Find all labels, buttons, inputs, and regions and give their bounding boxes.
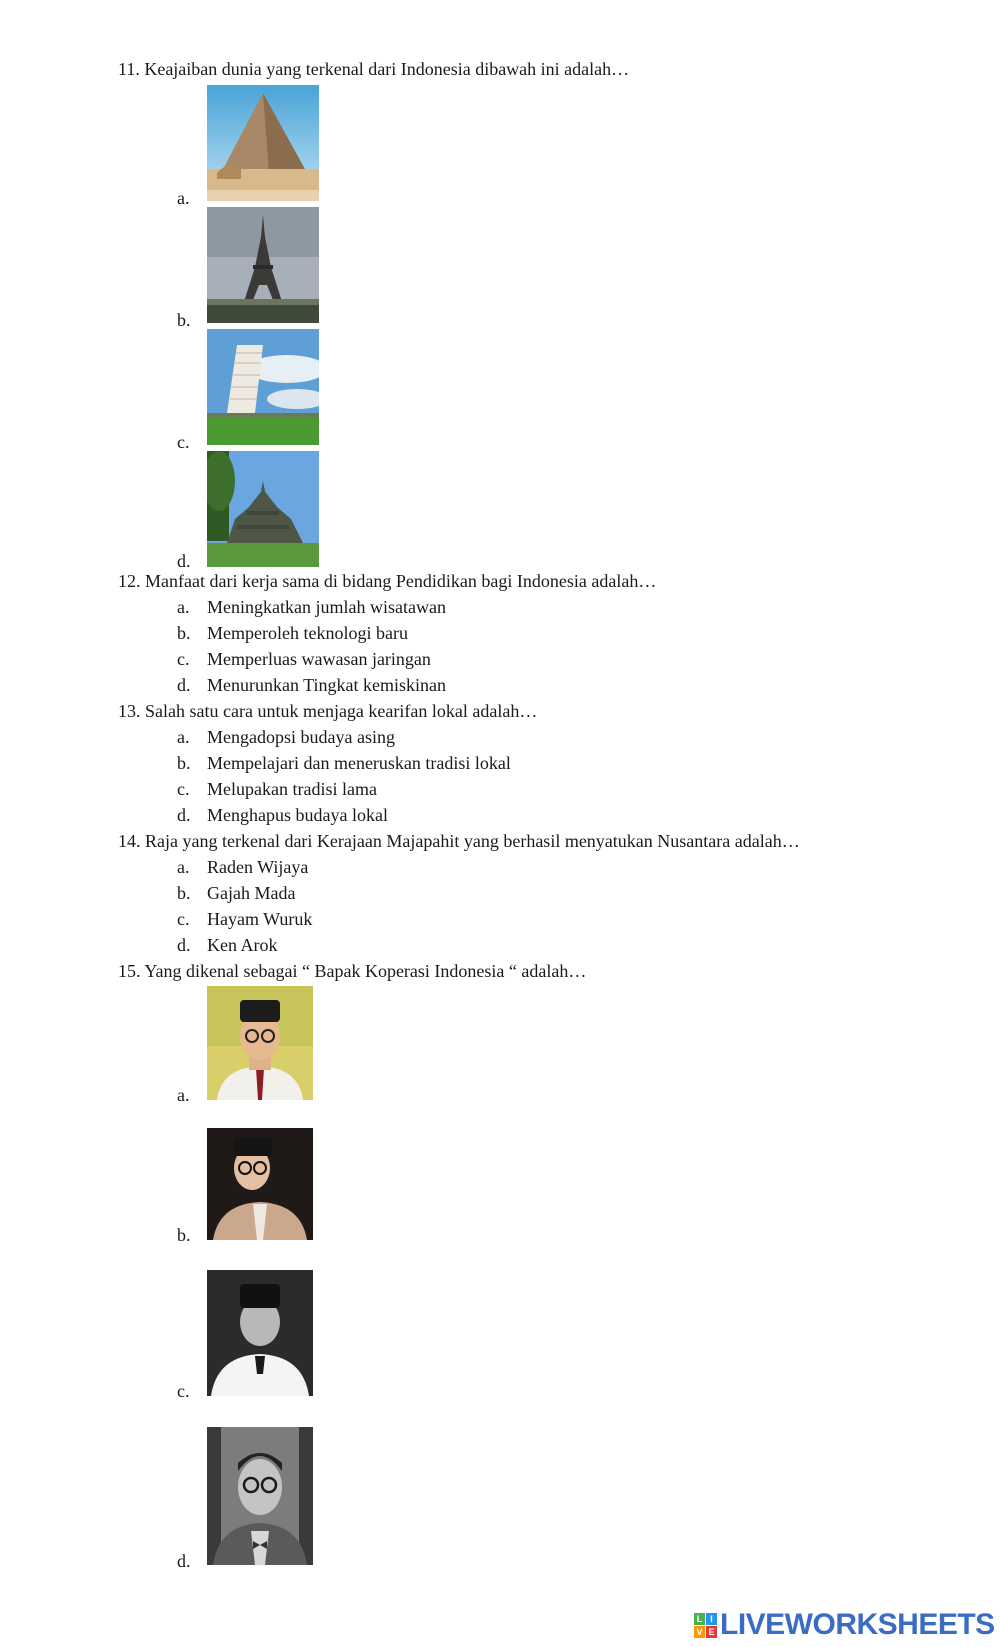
option-14c-letter: c. — [177, 909, 190, 929]
option-15d-portrait-image[interactable] — [207, 1427, 313, 1565]
option-14c-text[interactable]: Hayam Wuruk — [207, 909, 313, 929]
option-12d-letter: d. — [177, 675, 191, 695]
question-13-text: 13. Salah satu cara untuk menjaga kearifan lokal adalah… — [118, 701, 538, 721]
option-12a-text[interactable]: Meningkatkan jumlah wisatawan — [207, 597, 446, 617]
logo-letter-v: V — [694, 1626, 705, 1638]
option-11b-letter: b. — [177, 310, 191, 330]
option-13a-letter: a. — [177, 727, 190, 747]
option-15a-portrait-image[interactable] — [207, 986, 313, 1100]
option-14d-text[interactable]: Ken Arok — [207, 935, 278, 955]
option-15c-portrait-image[interactable] — [207, 1270, 313, 1396]
option-14b-text[interactable]: Gajah Mada — [207, 883, 296, 903]
option-14a-letter: a. — [177, 857, 190, 877]
option-13c-letter: c. — [177, 779, 190, 799]
option-11c-letter: c. — [177, 432, 190, 452]
question-14-text: 14. Raja yang terkenal dari Kerajaan Majapahit yang berhasil menyatukan Nusantara adalah… — [118, 831, 800, 851]
question-11-text: 11. Keajaiban dunia yang terkenal dari Indonesia dibawah ini adalah… — [118, 59, 630, 79]
logo-letter-i: I — [706, 1613, 717, 1625]
option-11d-borobudur-image[interactable] — [207, 451, 319, 567]
option-13b-text[interactable]: Mempelajari dan meneruskan tradisi lokal — [207, 753, 511, 773]
liveworksheets-logo[interactable] — [694, 1608, 995, 1642]
question-12-text: 12. Manfaat dari kerja sama di bidang Pendidikan bagi Indonesia adalah… — [118, 571, 657, 591]
option-13c-text[interactable]: Melupakan tradisi lama — [207, 779, 377, 799]
option-15a-letter: a. — [177, 1085, 190, 1105]
option-12c-text[interactable]: Memperluas wawasan jaringan — [207, 649, 431, 669]
option-13b-letter: b. — [177, 753, 191, 773]
question-15-text: 15. Yang dikenal sebagai “ Bapak Koperasi Indonesia “ adalah… — [118, 961, 587, 981]
option-15c-letter: c. — [177, 1381, 190, 1401]
option-12b-letter: b. — [177, 623, 191, 643]
logo-letter-l: L — [694, 1613, 705, 1625]
option-14b-letter: b. — [177, 883, 191, 903]
option-13a-text[interactable]: Mengadopsi budaya asing — [207, 727, 395, 747]
liveworksheets-logo-icon — [694, 1613, 717, 1638]
option-13d-text[interactable]: Menghapus budaya lokal — [207, 805, 388, 825]
logo-letter-e: E — [706, 1626, 717, 1638]
option-15b-letter: b. — [177, 1225, 191, 1245]
option-11a-letter: a. — [177, 188, 190, 208]
option-14d-letter: d. — [177, 935, 191, 955]
option-11d-letter: d. — [177, 551, 191, 571]
option-12d-text[interactable]: Menurunkan Tingkat kemiskinan — [207, 675, 446, 695]
liveworksheets-brand-name: LIVEWORKSHEETS — [720, 1608, 995, 1641]
option-12c-letter: c. — [177, 649, 190, 669]
option-12b-text[interactable]: Memperoleh teknologi baru — [207, 623, 408, 643]
option-11a-pyramid-image[interactable] — [207, 85, 319, 201]
option-14a-text[interactable]: Raden Wijaya — [207, 857, 309, 877]
option-11c-pisa-image[interactable] — [207, 329, 319, 445]
option-15b-portrait-image[interactable] — [207, 1128, 313, 1240]
option-15d-letter: d. — [177, 1551, 191, 1571]
option-13d-letter: d. — [177, 805, 191, 825]
option-12a-letter: a. — [177, 597, 190, 617]
option-11b-eiffel-image[interactable] — [207, 207, 319, 323]
